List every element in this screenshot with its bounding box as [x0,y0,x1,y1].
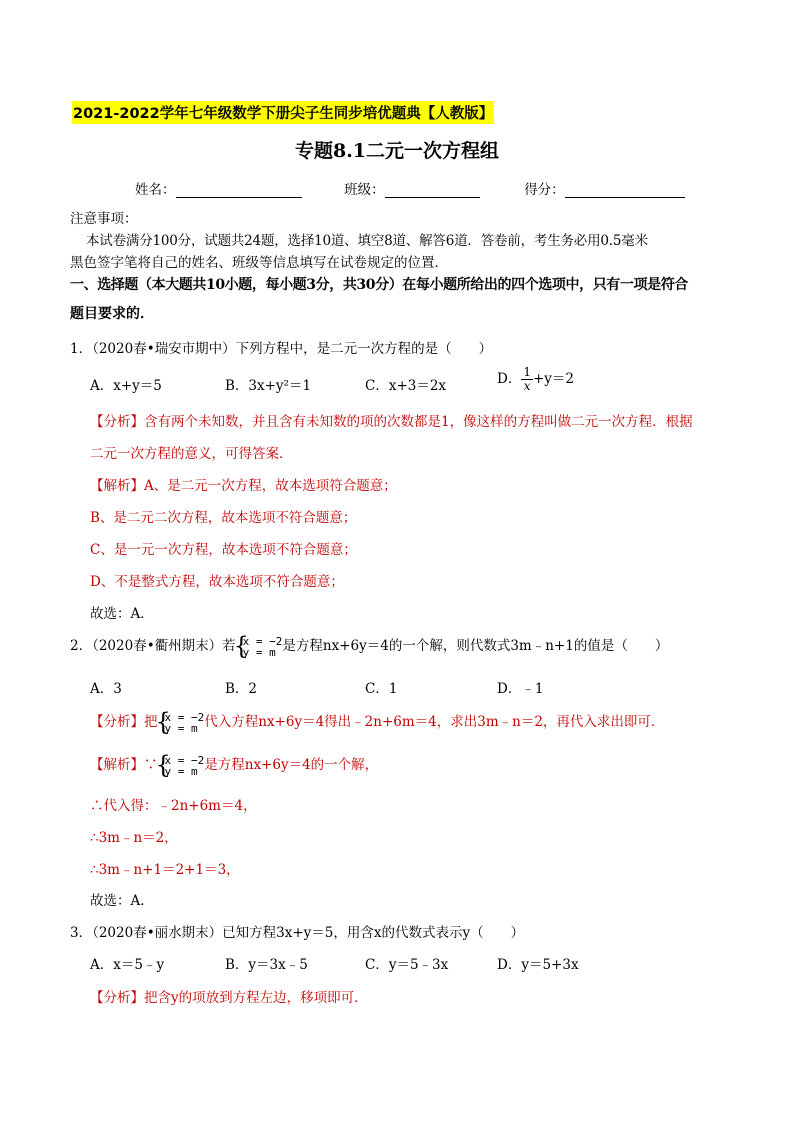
q3-stem: 3．（2020春•丽水期末）已知方程3x+y＝5，用含x的代数式表示y（ ） [70,925,525,941]
q1-option-c: C．x+3＝2x [365,378,447,394]
section-heading-line-1: 一、选择题（本大题共10小题，每小题3分，共30分）在每小题所给出的四个选项中，只有一项是符合 [70,277,688,293]
class-field [385,197,480,198]
notice-line-1: 本试卷满分100分，试题共24题，选择10道、填空8道、解答6道．答卷前，考生务必用0.5毫米 [86,233,648,249]
score-label: 得分： [524,182,565,198]
name-field [176,197,302,198]
notice-line-2: 黑色签字笔将自己的姓名、班级等信息填写在试卷规定的位置． [70,255,448,271]
q1-stem: 1．（2020春•瑞安市期中）下列方程中，是二元一次方程的是（ ） [70,341,493,357]
q2-option-a: A．3 [90,681,122,697]
q1-analysis-line-1: 【分析】含有两个未知数，并且含有未知数的项的次数都是1，像这样的方程叫做二元一次方程．根据 [90,414,693,430]
q3-option-c: C．y＝5﹣3x [365,957,449,973]
section-heading-line-2: 题目要求的． [70,306,154,322]
q3-option-a: A．x＝5﹣y [90,957,165,973]
q1-solution-b: B、是二元二次方程，故本选项不符合题意； [90,510,357,526]
equation-system: { x = −2 y = m [158,712,205,734]
q1-option-b: B．3x+y²＝1 [225,378,312,394]
q3-option-d: D．y＝5+3x [497,957,579,973]
q2-answer: 故选：A． [90,893,154,909]
q2-step-1: ∴代入得：﹣2n+6m＝4， [90,798,257,814]
q1-option-a: A．x+y＝5 [90,378,162,394]
q2-option-b: B．2 [225,681,258,697]
name-label: 姓名： [135,182,176,198]
fraction: $\frac{1}{x}$ [523,365,531,393]
q2-option-d: D．﹣1 [497,681,544,697]
page-title: 专题8.1二元一次方程组 [294,140,500,162]
q1-option-d: D． $\frac{1}{x}$ +y＝2 [497,365,574,393]
q2-stem: 2．（2020春•衢州期末）若 { x = −2 y = m 是方程nx+6y＝4的一个解，则代数式3m﹣n+1的值是（ ） [70,634,668,658]
score-field [565,197,685,198]
equation-system: { x = −2 y = m [158,755,205,777]
q1-solution-c: C、是一元一次方程，故本选项不符合题意； [90,542,357,558]
q3-analysis: 【分析】把含y的项放到方程左边，移项即可． [90,990,368,1006]
q3-option-b: B．y＝3x﹣5 [225,957,308,973]
q1-solution: 【解析】A、是二元一次方程，故本选项符合题意； [90,478,397,494]
q1-analysis-line-2: 二元一次方程的意义，可得答案． [90,446,293,462]
series-banner: 2021-2022学年七年级数学下册尖子生同步培优题典【人教版】 [72,101,494,124]
q2-step-2: ∴3m﹣n＝2， [90,830,178,846]
q1-answer: 故选：A． [90,606,154,622]
notice-heading: 注意事项： [70,211,138,227]
q2-step-3: ∴3m﹣n+1＝2+1＝3， [90,862,240,878]
q2-analysis: 【分析】把 { x = −2 y = m 代入方程nx+6y＝4得出﹣2n+6m＝4，求出3m﹣n＝2，再代入求出即可． [90,710,664,734]
info-row [135,178,685,198]
q2-solution: 【解析】∵ { x = −2 y = m 是方程nx+6y＝4的一个解， [90,753,378,777]
q2-option-c: C．1 [365,681,398,697]
equation-system: { x = −2 y = m [236,636,283,658]
class-label: 班级： [344,182,385,198]
q1-solution-d: D、不是整式方程，故本选项不符合题意； [90,574,344,590]
